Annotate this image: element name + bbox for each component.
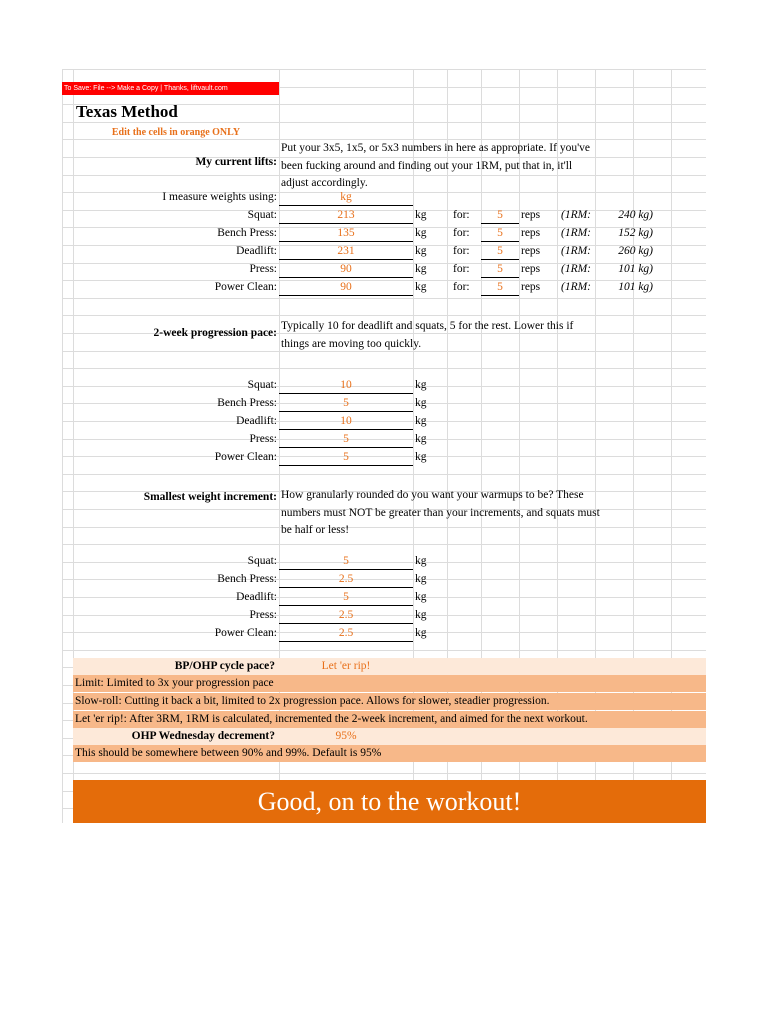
one-rm-label: (1RM:	[561, 227, 592, 239]
lift-name: Squat:	[247, 209, 277, 221]
weight-unit: kg	[415, 263, 427, 275]
weight-unit: kg	[415, 245, 427, 257]
progression-lift-name: Power Clean:	[214, 451, 277, 463]
lift-reps-input[interactable]: 5	[481, 279, 519, 296]
increment-label: Smallest weight increment:	[143, 491, 277, 503]
progression-unit: kg	[415, 415, 427, 427]
ohp-decrement-row	[73, 728, 706, 745]
one-rm-value: 101 kg)	[618, 263, 653, 275]
lift-weight-input[interactable]: 135	[279, 225, 413, 242]
for-label: for:	[453, 245, 470, 257]
lift-name: Press:	[249, 263, 277, 275]
progression-unit: kg	[415, 433, 427, 445]
page-title: Texas Method	[76, 102, 178, 121]
cycle-note-slow-roll: Slow-roll: Cutting it back a bit, limited to 2x progression pace. Allows for slower, steadier progression.	[73, 693, 706, 710]
cycle-pace-row	[73, 658, 706, 675]
lift-name: Deadlift:	[236, 245, 277, 257]
one-rm-label: (1RM:	[561, 263, 592, 275]
lift-weight-input[interactable]: 90	[279, 261, 413, 278]
progression-unit: kg	[415, 379, 427, 391]
increment-unit: kg	[415, 627, 427, 639]
increment-unit: kg	[415, 573, 427, 585]
lift-weight-input[interactable]: 231	[279, 243, 413, 260]
reps-label: reps	[521, 227, 541, 239]
increment-lift-name: Press:	[249, 609, 277, 621]
reps-label: reps	[521, 263, 541, 275]
progression-value-input[interactable]: 5	[279, 395, 413, 412]
increment-lift-name: Power Clean:	[214, 627, 277, 639]
workout-link-banner[interactable]: Good, on to the workout!	[73, 780, 706, 823]
increment-lift-name: Squat:	[247, 555, 277, 567]
lift-name: Bench Press:	[217, 227, 277, 239]
progression-value-input[interactable]: 5	[279, 449, 413, 466]
for-label: for:	[453, 263, 470, 275]
lift-reps-input[interactable]: 5	[481, 243, 519, 260]
ohp-decrement-label: OHP Wednesday decrement?	[131, 730, 275, 742]
cycle-pace-label: BP/OHP cycle pace?	[174, 660, 275, 672]
one-rm-label: (1RM:	[561, 245, 592, 257]
one-rm-value: 240 kg)	[618, 209, 653, 221]
one-rm-value: 260 kg)	[618, 245, 653, 257]
increment-lift-name: Bench Press:	[217, 573, 277, 585]
progression-lift-name: Press:	[249, 433, 277, 445]
lift-reps-input[interactable]: 5	[481, 207, 519, 224]
for-label: for:	[453, 209, 470, 221]
increment-value-input[interactable]: 5	[279, 589, 413, 606]
lift-weight-input[interactable]: 213	[279, 207, 413, 224]
increment-unit: kg	[415, 591, 427, 603]
increment-value-input[interactable]: 5	[279, 553, 413, 570]
for-label: for:	[453, 227, 470, 239]
progression-lift-name: Bench Press:	[217, 397, 277, 409]
increment-description: How granularly rounded do you want your warmups to be? These numbers must NOT be greater than your increments, and squats must be half or less!	[281, 489, 600, 536]
lift-weight-input[interactable]: 90	[279, 279, 413, 296]
unit-label: I measure weights using:	[162, 191, 277, 203]
cycle-note-let-er-rip: Let 'er rip!: After 3RM, 1RM is calculated, incremented the 2-week increment, and aimed for the next workout.	[73, 711, 706, 728]
weight-unit: kg	[415, 209, 427, 221]
reps-label: reps	[521, 245, 541, 257]
progression-unit: kg	[415, 397, 427, 409]
current-lifts-label: My current lifts:	[195, 156, 277, 168]
progression-lift-name: Deadlift:	[236, 415, 277, 427]
weight-unit: kg	[415, 227, 427, 239]
lift-name: Power Clean:	[214, 281, 277, 293]
one-rm-label: (1RM:	[561, 209, 592, 221]
save-instructions-banner[interactable]: To Save: File --> Make a Copy | Thanks, liftvault.com	[62, 82, 279, 95]
reps-label: reps	[521, 281, 541, 293]
increment-unit: kg	[415, 609, 427, 621]
weight-unit: kg	[415, 281, 427, 293]
progression-value-input[interactable]: 10	[279, 377, 413, 394]
one-rm-value: 152 kg)	[618, 227, 653, 239]
progression-label: 2-week progression pace:	[153, 327, 277, 339]
spreadsheet	[62, 69, 706, 823]
ohp-decrement-note: This should be somewhere between 90% and 99%. Default is 95%	[73, 745, 706, 762]
ohp-decrement-input[interactable]: 95%	[335, 730, 357, 742]
cycle-note-limit: Limit: Limited to 3x your progression pace	[73, 675, 706, 692]
progression-value-input[interactable]: 10	[279, 413, 413, 430]
increment-lift-name: Deadlift:	[236, 591, 277, 603]
progression-description: Typically 10 for deadlift and squats, 5 for the rest. Lower this if things are moving too quickly.	[281, 320, 574, 350]
progression-value-input[interactable]: 5	[279, 431, 413, 448]
progression-unit: kg	[415, 451, 427, 463]
cycle-pace-select[interactable]: Let 'er rip!	[321, 660, 371, 672]
increment-value-input[interactable]: 2.5	[279, 607, 413, 624]
unit-selector[interactable]: kg	[279, 189, 413, 206]
current-lifts-description: Put your 3x5, 1x5, or 5x3 numbers in here as appropriate. If you've been fucking around and finding out your 1RM, put that in, it'll adjust accordingly.	[281, 142, 590, 189]
for-label: for:	[453, 281, 470, 293]
one-rm-label: (1RM:	[561, 281, 592, 293]
edit-hint: Edit the cells in orange ONLY	[111, 127, 241, 138]
lift-reps-input[interactable]: 5	[481, 261, 519, 278]
one-rm-value: 101 kg)	[618, 281, 653, 293]
increment-value-input[interactable]: 2.5	[279, 571, 413, 588]
increment-value-input[interactable]: 2.5	[279, 625, 413, 642]
increment-unit: kg	[415, 555, 427, 567]
reps-label: reps	[521, 209, 541, 221]
progression-lift-name: Squat:	[247, 379, 277, 391]
lift-reps-input[interactable]: 5	[481, 225, 519, 242]
